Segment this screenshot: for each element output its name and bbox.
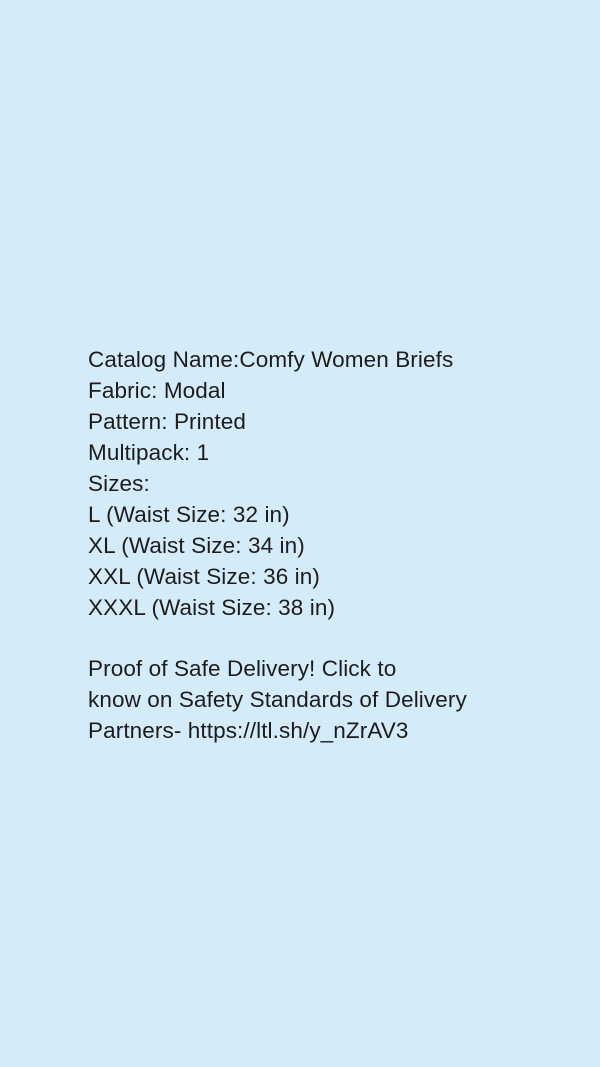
delivery-note-paragraph xyxy=(88,653,558,746)
paragraph-spacer xyxy=(88,623,558,653)
delivery-note-line-1: Proof of Safe Delivery! Click to xyxy=(88,656,397,681)
product-details-paragraph xyxy=(88,344,558,623)
fabric-line: Fabric: Modal xyxy=(88,378,226,403)
description-text-block xyxy=(88,344,558,746)
size-option-xxxl: XXXL (Waist Size: 38 in) xyxy=(88,595,336,620)
multipack-line: Multipack: 1 xyxy=(88,440,210,465)
delivery-note-line-2: know on Safety Standards of Delivery xyxy=(88,687,467,712)
pattern-line: Pattern: Printed xyxy=(88,409,246,434)
sizes-label: Sizes: xyxy=(88,471,150,496)
size-option-l: L (Waist Size: 32 in) xyxy=(88,502,290,527)
size-option-xl: XL (Waist Size: 34 in) xyxy=(88,533,305,558)
size-option-xxl: XXL (Waist Size: 36 in) xyxy=(88,564,320,589)
delivery-note-line-3: Partners- https://ltl.sh/y_nZrAV3 xyxy=(88,718,409,743)
catalog-name-line: Catalog Name:Comfy Women Briefs xyxy=(88,347,454,372)
